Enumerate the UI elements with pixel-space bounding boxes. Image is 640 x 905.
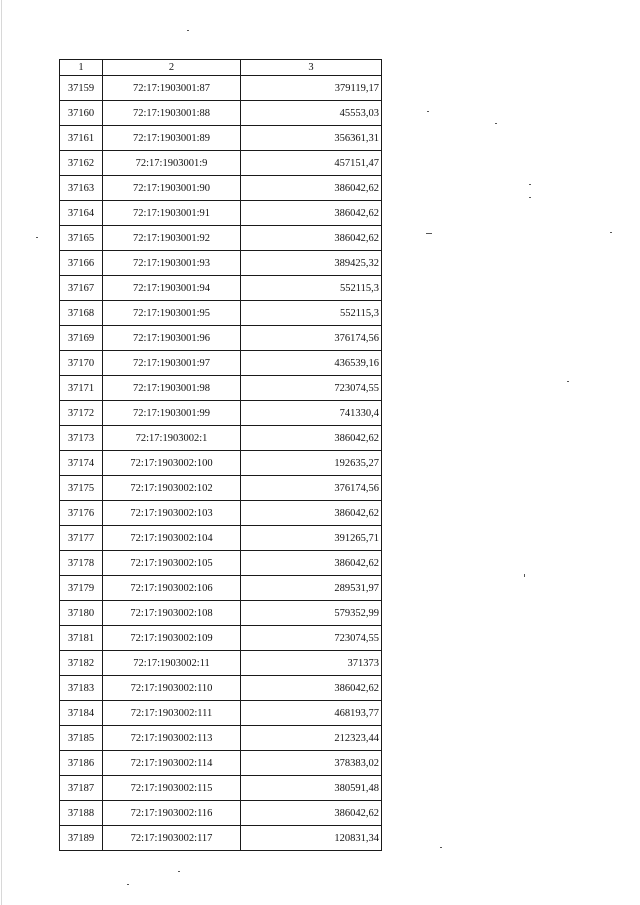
cadastral-value: 457151,47 (241, 151, 382, 176)
cadastral-number: 72:17:1903002:104 (103, 526, 241, 551)
table-row (60, 401, 382, 426)
cadastral-number: 72:17:1903001:95 (103, 301, 241, 326)
table-row (60, 226, 382, 251)
cadastral-value: 386042,62 (241, 501, 382, 526)
table-row (60, 701, 382, 726)
row-number: 37162 (60, 151, 103, 176)
cadastral-number: 72:17:1903002:110 (103, 676, 241, 701)
table-row (60, 501, 382, 526)
cadastral-value: 386042,62 (241, 676, 382, 701)
cadastral-value: 391265,71 (241, 526, 382, 551)
table-row (60, 476, 382, 501)
cadastral-number: 72:17:1903002:115 (103, 776, 241, 801)
row-number: 37180 (60, 601, 103, 626)
cadastral-value: 45553,03 (241, 101, 382, 126)
row-number: 37178 (60, 551, 103, 576)
table-row (60, 326, 382, 351)
row-number: 37174 (60, 451, 103, 476)
row-number: 37185 (60, 726, 103, 751)
row-number: 37183 (60, 676, 103, 701)
cadastral-value: 289531,97 (241, 576, 382, 601)
cadastral-number: 72:17:1903002:100 (103, 451, 241, 476)
table-row (60, 676, 382, 701)
cadastral-number: 72:17:1903001:91 (103, 201, 241, 226)
table-row (60, 76, 382, 101)
row-number: 37186 (60, 751, 103, 776)
scan-speck (567, 381, 569, 382)
table-row (60, 551, 382, 576)
header-col-1: 1 (60, 60, 103, 76)
cadastral-value: 723074,55 (241, 376, 382, 401)
scan-speck (610, 232, 612, 233)
row-number: 37170 (60, 351, 103, 376)
table-row (60, 751, 382, 776)
cadastral-value-table (59, 59, 382, 851)
row-number: 37172 (60, 401, 103, 426)
row-number: 37160 (60, 101, 103, 126)
scan-speck (426, 233, 432, 234)
scan-speck (524, 574, 525, 577)
row-number: 37176 (60, 501, 103, 526)
cadastral-number: 72:17:1903001:92 (103, 226, 241, 251)
table-row (60, 601, 382, 626)
table-row (60, 826, 382, 851)
table-body (60, 76, 382, 851)
scan-speck (127, 884, 129, 885)
cadastral-number: 72:17:1903002:111 (103, 701, 241, 726)
table-row (60, 726, 382, 751)
row-number: 37165 (60, 226, 103, 251)
cadastral-value: 468193,77 (241, 701, 382, 726)
cadastral-number: 72:17:1903002:103 (103, 501, 241, 526)
cadastral-value: 386042,62 (241, 226, 382, 251)
cadastral-number: 72:17:1903002:102 (103, 476, 241, 501)
cadastral-number: 72:17:1903002:117 (103, 826, 241, 851)
cadastral-number: 72:17:1903001:87 (103, 76, 241, 101)
cadastral-value: 380591,48 (241, 776, 382, 801)
row-number: 37164 (60, 201, 103, 226)
table-row (60, 451, 382, 476)
row-number: 37184 (60, 701, 103, 726)
cadastral-number: 72:17:1903001:98 (103, 376, 241, 401)
cadastral-value: 386042,62 (241, 551, 382, 576)
cadastral-number: 72:17:1903002:105 (103, 551, 241, 576)
table-row (60, 126, 382, 151)
cadastral-number: 72:17:1903002:114 (103, 751, 241, 776)
cadastral-number: 72:17:1903002:116 (103, 801, 241, 826)
cadastral-number: 72:17:1903001:89 (103, 126, 241, 151)
cadastral-value: 386042,62 (241, 176, 382, 201)
row-number: 37166 (60, 251, 103, 276)
cadastral-value: 552115,3 (241, 301, 382, 326)
scan-speck (187, 30, 189, 31)
cadastral-value: 376174,56 (241, 326, 382, 351)
row-number: 37179 (60, 576, 103, 601)
table-row (60, 651, 382, 676)
cadastral-number: 72:17:1903001:9 (103, 151, 241, 176)
table-row (60, 301, 382, 326)
table-row (60, 151, 382, 176)
cadastral-value: 378383,02 (241, 751, 382, 776)
row-number: 37159 (60, 76, 103, 101)
table-row (60, 426, 382, 451)
cadastral-value: 356361,31 (241, 126, 382, 151)
table-header (60, 60, 382, 76)
table-row (60, 376, 382, 401)
cadastral-value: 212323,44 (241, 726, 382, 751)
cadastral-number: 72:17:1903001:94 (103, 276, 241, 301)
table-row (60, 251, 382, 276)
table-row (60, 101, 382, 126)
cadastral-number: 72:17:1903002:109 (103, 626, 241, 651)
cadastral-number: 72:17:1903002:108 (103, 601, 241, 626)
row-number: 37181 (60, 626, 103, 651)
header-col-2: 2 (103, 60, 241, 76)
table-row (60, 201, 382, 226)
header-col-3: 3 (241, 60, 382, 76)
cadastral-value: 389425,32 (241, 251, 382, 276)
scan-speck (36, 237, 38, 238)
table-row (60, 526, 382, 551)
row-number: 37163 (60, 176, 103, 201)
scan-speck (495, 123, 497, 124)
cadastral-number: 72:17:1903002:11 (103, 651, 241, 676)
scan-speck (440, 847, 442, 848)
cadastral-value: 723074,55 (241, 626, 382, 651)
header-row (60, 60, 382, 76)
table-row (60, 576, 382, 601)
row-number: 37168 (60, 301, 103, 326)
row-number: 37167 (60, 276, 103, 301)
cadastral-value: 386042,62 (241, 426, 382, 451)
cadastral-number: 72:17:1903001:93 (103, 251, 241, 276)
table-row (60, 626, 382, 651)
row-number: 37182 (60, 651, 103, 676)
cadastral-number: 72:17:1903002:113 (103, 726, 241, 751)
cadastral-value: 436539,16 (241, 351, 382, 376)
cadastral-value: 386042,62 (241, 801, 382, 826)
cadastral-value: 579352,99 (241, 601, 382, 626)
table-row (60, 776, 382, 801)
row-number: 37169 (60, 326, 103, 351)
scan-speck (529, 197, 531, 198)
scan-speck (529, 184, 531, 185)
table-row (60, 801, 382, 826)
cadastral-value: 192635,27 (241, 451, 382, 476)
cadastral-number: 72:17:1903001:99 (103, 401, 241, 426)
scan-speck (178, 871, 180, 872)
row-number: 37173 (60, 426, 103, 451)
cadastral-number: 72:17:1903001:97 (103, 351, 241, 376)
row-number: 37177 (60, 526, 103, 551)
row-number: 37189 (60, 826, 103, 851)
scan-speck (427, 111, 429, 112)
cadastral-number: 72:17:1903001:96 (103, 326, 241, 351)
cadastral-value: 376174,56 (241, 476, 382, 501)
cadastral-number: 72:17:1903001:90 (103, 176, 241, 201)
cadastral-value: 120831,34 (241, 826, 382, 851)
table-row (60, 176, 382, 201)
cadastral-number: 72:17:1903001:88 (103, 101, 241, 126)
cadastral-value: 379119,17 (241, 76, 382, 101)
row-number: 37161 (60, 126, 103, 151)
row-number: 37187 (60, 776, 103, 801)
table-row (60, 276, 382, 301)
cadastral-value: 386042,62 (241, 201, 382, 226)
cadastral-number: 72:17:1903002:106 (103, 576, 241, 601)
cadastral-value: 741330,4 (241, 401, 382, 426)
cadastral-number: 72:17:1903002:1 (103, 426, 241, 451)
row-number: 37175 (60, 476, 103, 501)
cadastral-value: 552115,3 (241, 276, 382, 301)
row-number: 37171 (60, 376, 103, 401)
row-number: 37188 (60, 801, 103, 826)
table-row (60, 351, 382, 376)
cadastral-value: 371373 (241, 651, 382, 676)
scan-edge-line (1, 0, 2, 905)
